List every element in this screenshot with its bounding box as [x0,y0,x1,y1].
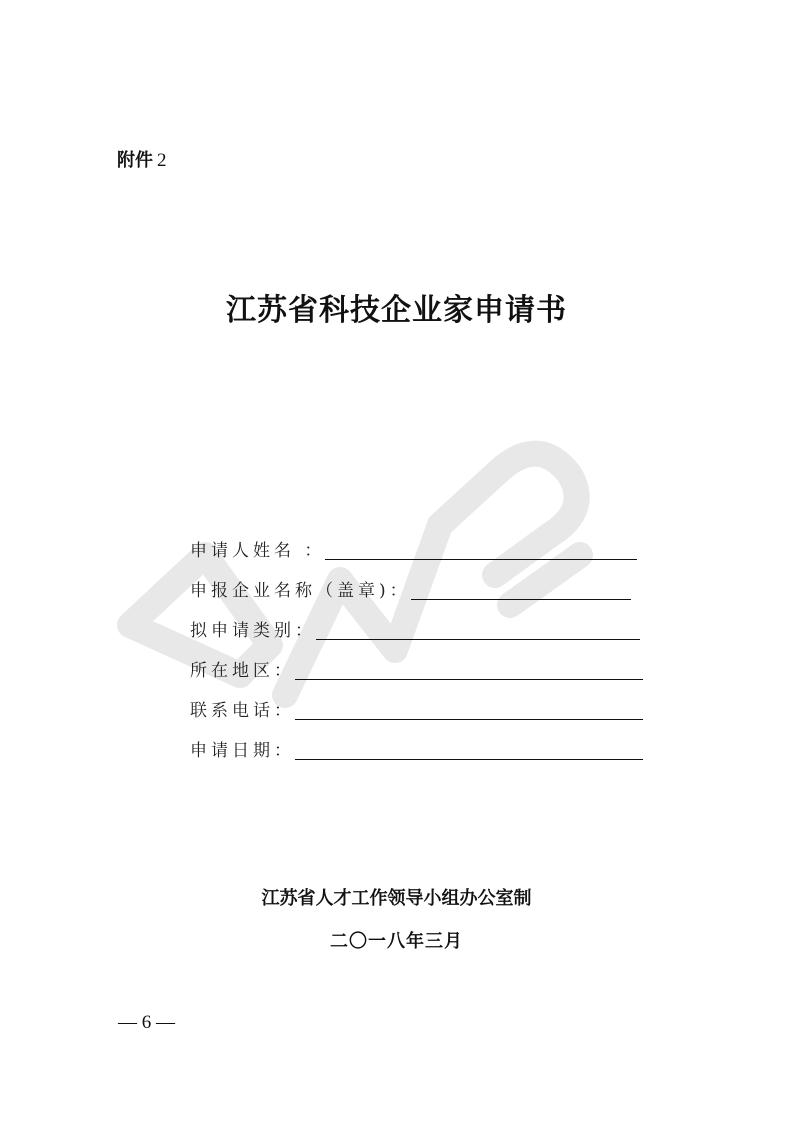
field-phone [190,692,643,722]
region-input-line[interactable] [295,679,643,680]
field-applicant-name [190,532,637,562]
field-company-name [190,572,631,602]
issue-date: 二〇一八年三月 [330,931,463,952]
field-date [190,732,643,762]
attachment-text: 附件 [117,150,153,171]
page-number: — 6 — [118,1012,175,1033]
field-label: 申请人姓名 ： [190,541,326,561]
attachment-label [117,146,167,172]
attachment-number: 2 [157,150,167,171]
company-name-input-line[interactable] [411,599,631,600]
field-region [190,652,643,682]
document-title: 江苏省科技企业家申请书 [226,293,567,328]
field-label: 申报企业名称（盖章)： [190,581,411,601]
field-category [190,612,640,642]
category-input-line[interactable] [316,639,640,640]
field-label: 联系电话： [190,701,295,721]
field-label: 申请日期： [190,741,295,761]
date-input-line[interactable] [295,759,643,760]
field-label: 拟申请类别： [190,621,316,641]
phone-input-line[interactable] [295,719,643,720]
issuer-text: 江苏省人才工作领导小组办公室制 [261,888,532,909]
field-label: 所在地区： [190,661,295,681]
applicant-name-input-line[interactable] [325,559,637,560]
